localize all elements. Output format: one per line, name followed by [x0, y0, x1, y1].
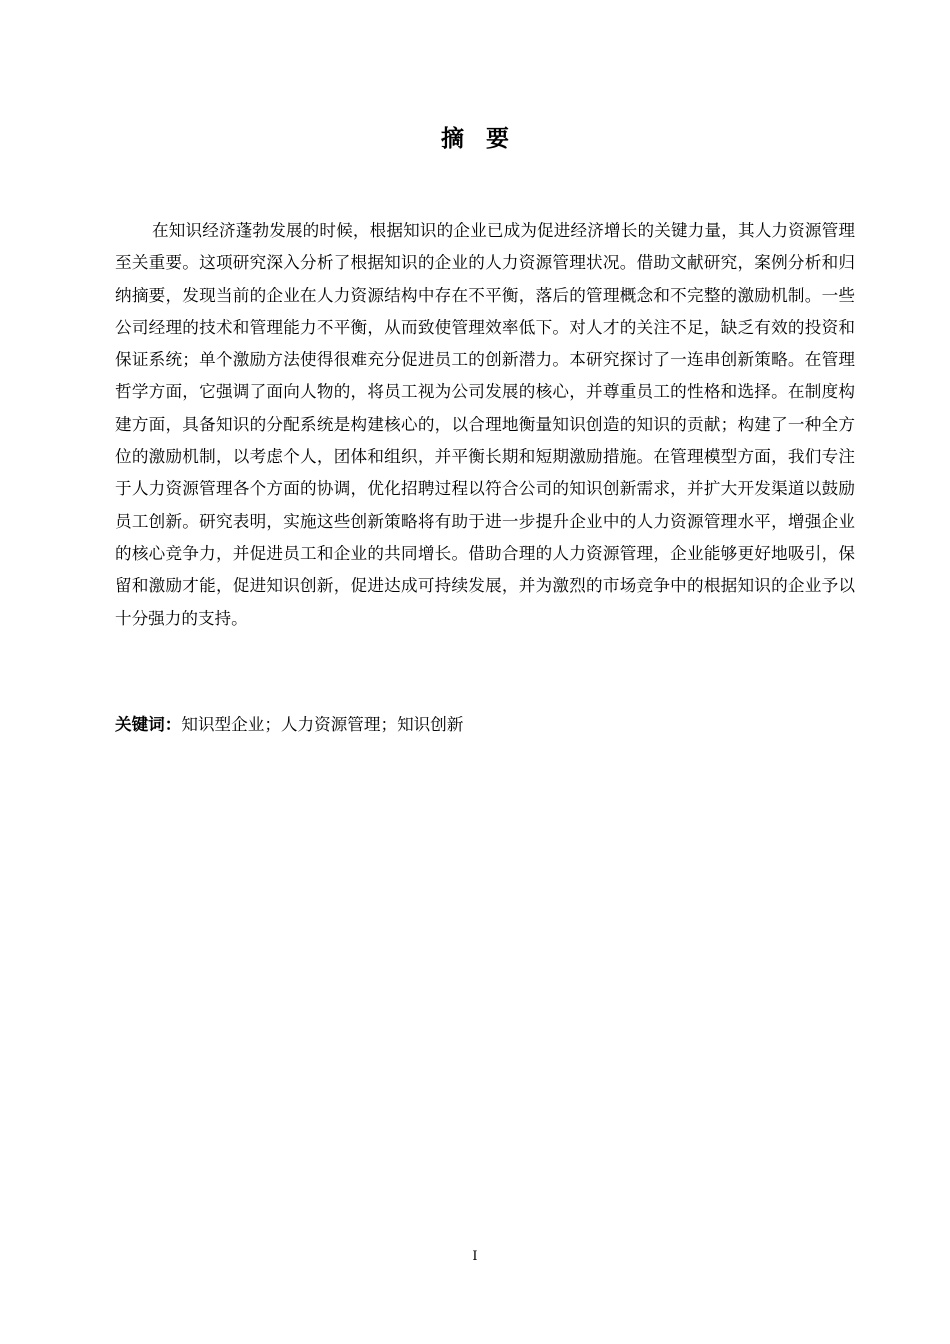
keywords-text: 知识型企业；人力资源管理；知识创新 [181, 715, 464, 734]
keywords-label: 关键词： [115, 715, 182, 734]
keywords-line [115, 709, 855, 741]
abstract-title: 摘要 [441, 126, 531, 152]
page-number: I [472, 1249, 478, 1264]
abstract-paragraph: 在知识经济蓬勃发展的时候，根据知识的企业已成为促进经济增长的关键力量，其人力资源管理至关重要。这项研究深入分析了根据知识的企业的人力资源管理状况。借助文献研究，案例分析和归纳摘要，发现当前的企业在人力资源结构中存在不平衡，落后的管理概念和不完整的激励机制。一些公司经理的技术和管理能力不平衡，从而致使管理效率低下。对人才的关注不足，缺乏有效的投资和保证系统；单个激励方法使得很难充分促进员工的创新潜力。本研究探讨了一连串创新策略。在管理哲学方面，它强调了面向人物的，将员工视为公司发展的核心，并尊重员工的性格和选择。在制度构建方面，具备知识的分配系统是构建核心的，以合理地衡量知识创造的知识的贡献；构建了一种全方位的激励机制，以考虑个人，团体和组织，并平衡长期和短期激励措施。在管理模型方面，我们专注于人力资源管理各个方面的协调，优化招聘过程以符合公司的知识创新需求，并扩大开发渠道以鼓励员工创新。研究表明，实施这些创新策略将有助于进一步提升企业中的人力资源管理水平，增强企业的核心竞争力，并促进员工和企业的共同增长。借助合理的人力资源管理，企业能够更好地吸引，保留和激励才能，促进知识创新，促进达成可持续发展，并为激烈的市场竞争中的根据知识的企业予以十分强力的支持。 [115, 221, 855, 628]
